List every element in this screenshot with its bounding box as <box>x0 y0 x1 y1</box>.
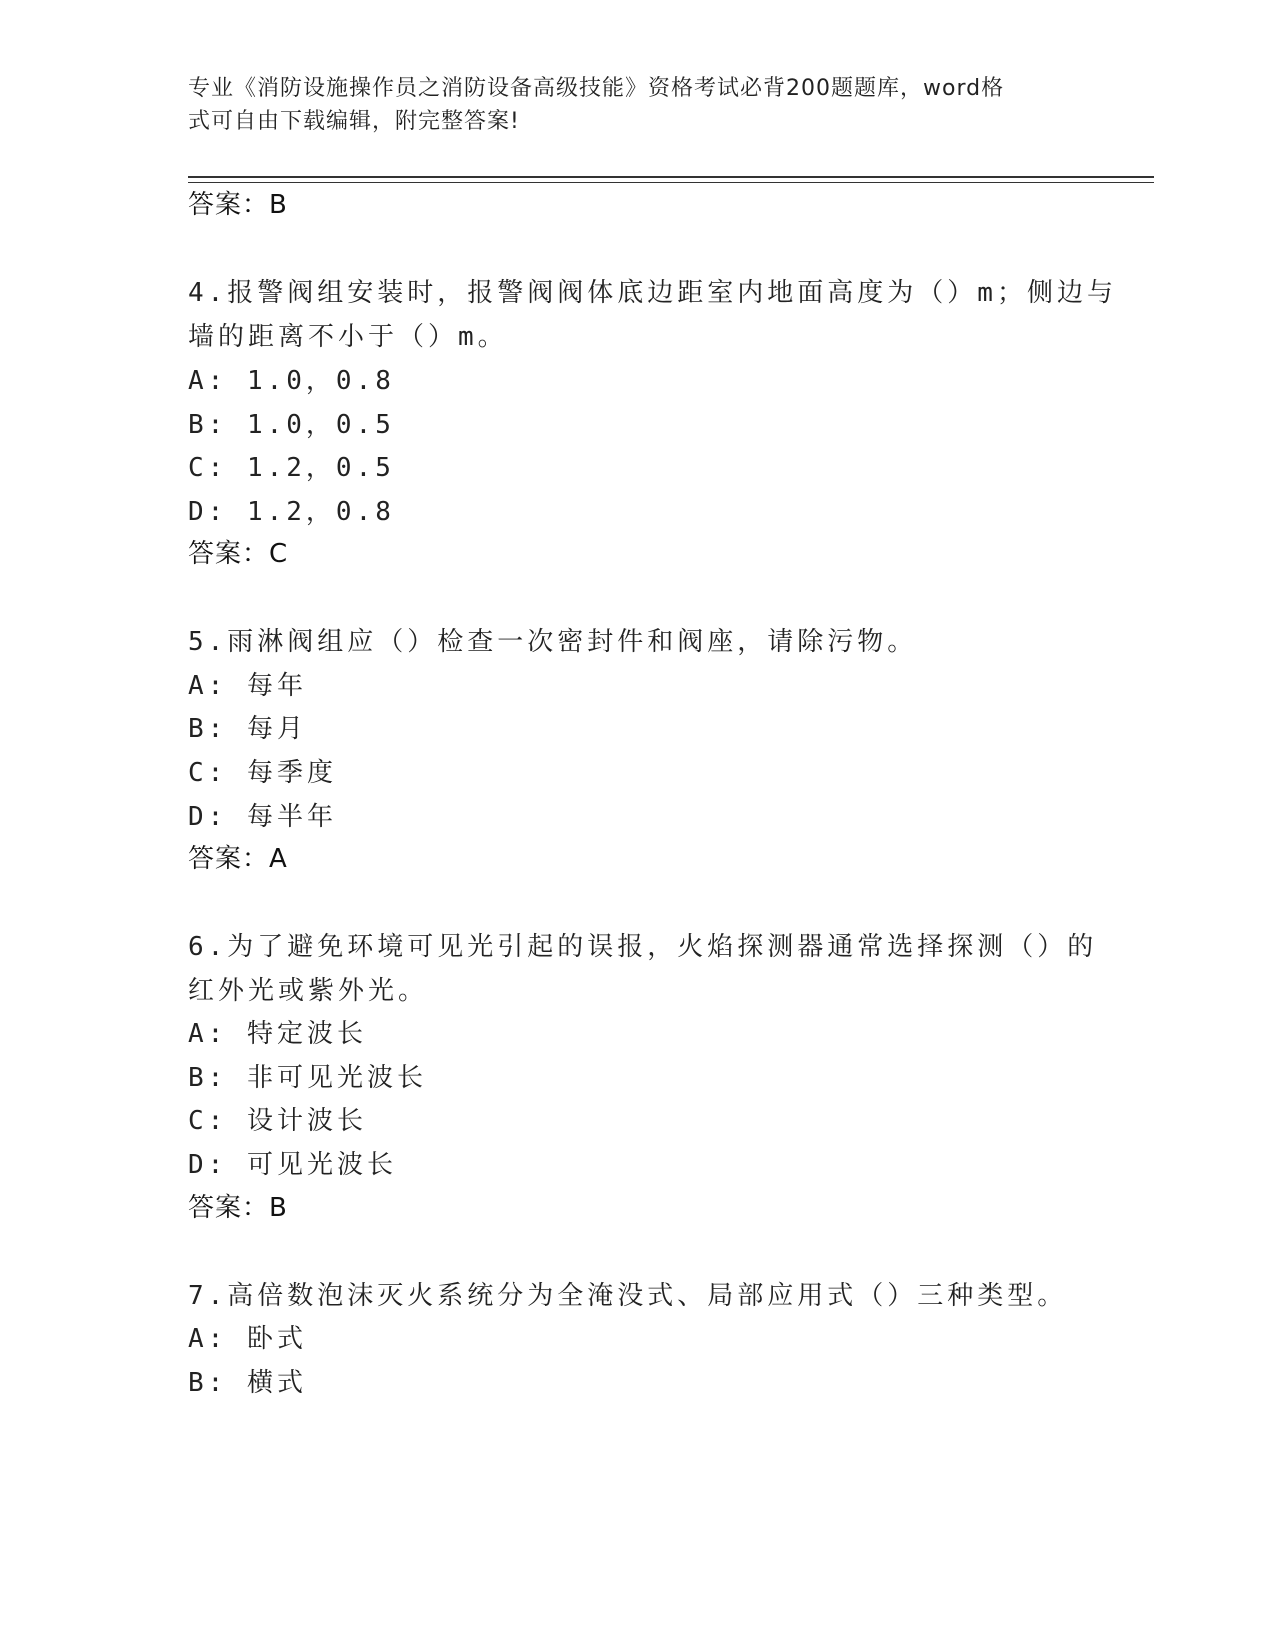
option-d: D: 可见光波长 <box>188 1150 397 1180</box>
answer-line: 答案：A <box>188 844 288 874</box>
document-header <box>188 72 1068 138</box>
option-a: A: 特定波长 <box>188 1019 367 1049</box>
header-line-1: 专业《消防设施操作员之消防设备高级技能》资格考试必背200题题库，word格 <box>188 76 1005 101</box>
option-c: C: 设计波长 <box>188 1106 367 1136</box>
option-a: A: 卧式 <box>188 1324 307 1354</box>
header-divider-thin <box>188 182 1154 183</box>
option-c: C: 每季度 <box>188 758 337 788</box>
answer-line: 答案：B <box>188 190 288 220</box>
answer-line: 答案：B <box>188 1193 288 1223</box>
option-b: B: 非可见光波长 <box>188 1063 427 1093</box>
question-stem: 5.雨淋阀组应（）检查一次密封件和阀座，请除污物。 <box>188 627 918 657</box>
question-stem-continued: 红外光或紫外光。 <box>188 976 429 1006</box>
question-stem-continued: 墙的距离不小于（）m。 <box>188 322 508 352</box>
question-stem: 6.为了避免环境可见光引起的误报，火焰探测器通常选择探测（）的 <box>188 932 1098 962</box>
header-divider <box>188 176 1154 178</box>
option-b: B: 横式 <box>188 1368 307 1398</box>
question-stem: 4.报警阀组安装时，报警阀阀体底边距室内地面高度为（）m；侧边与 <box>188 278 1117 308</box>
option-d: D: 每半年 <box>188 802 337 832</box>
option-b: B: 每月 <box>188 714 307 744</box>
question-stem: 7.高倍数泡沫灭火系统分为全淹没式、局部应用式（）三种类型。 <box>188 1281 1068 1311</box>
option-a: A: 1.0，0.8 <box>188 366 395 396</box>
header-line-2: 式可自由下载编辑，附完整答案! <box>188 109 520 134</box>
option-c: C: 1.2，0.5 <box>188 453 395 483</box>
answer-line: 答案：C <box>188 539 289 569</box>
option-a: A: 每年 <box>188 671 307 701</box>
option-b: B: 1.0，0.5 <box>188 410 395 440</box>
option-d: D: 1.2，0.8 <box>188 497 395 527</box>
